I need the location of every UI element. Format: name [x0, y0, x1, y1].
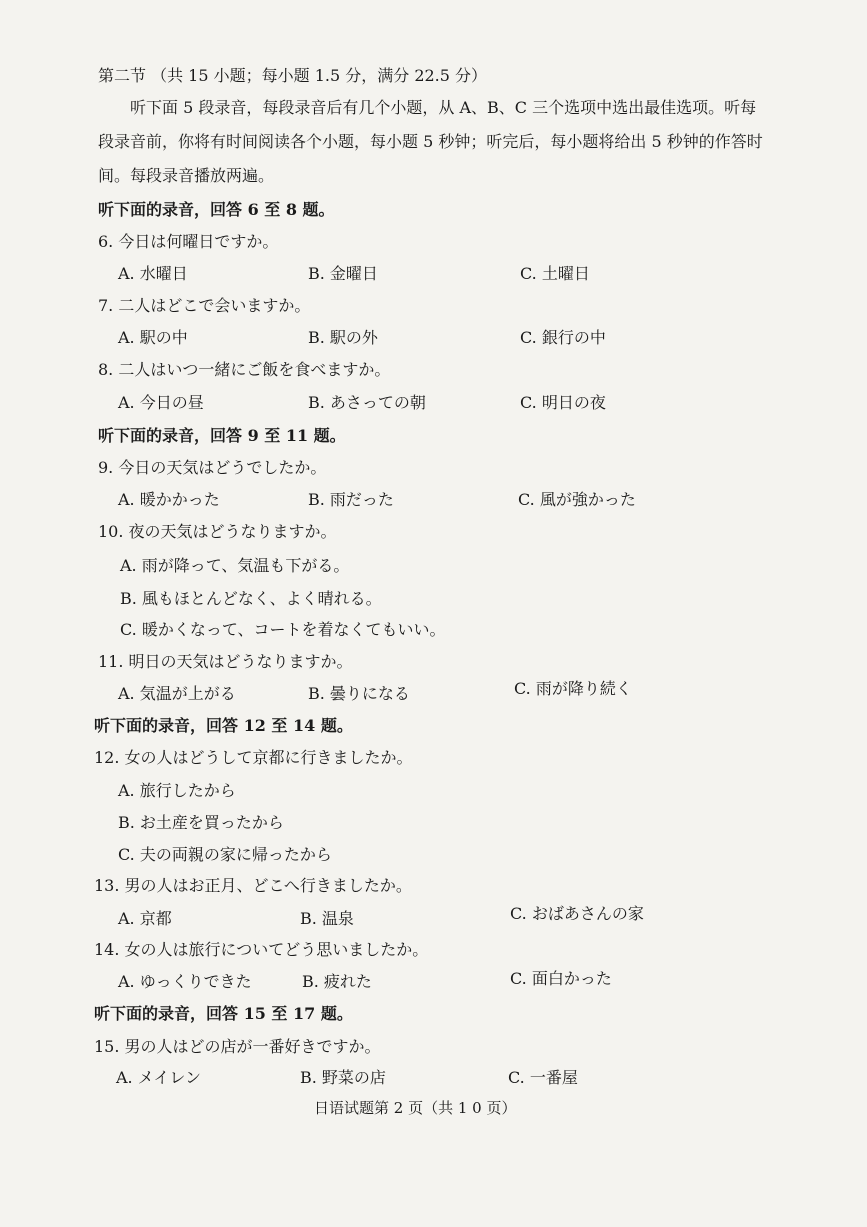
option-b: B. 野菜の店 [300, 1068, 386, 1087]
option-b: B. 疲れた [302, 972, 372, 991]
option-a: A. 京都 [118, 909, 172, 928]
option-c: C. 銀行の中 [520, 328, 606, 347]
option-b: B. あさっての朝 [308, 393, 426, 412]
option-c: C. おばあさんの家 [510, 904, 644, 923]
option-c: C. 土曜日 [520, 264, 590, 283]
option-c: C. 風が強かった [518, 490, 636, 509]
option-b: B. 金曜日 [308, 264, 378, 283]
group-prompt: 听下面的录音，回答 12 至 14 题。 [94, 716, 353, 735]
option-a: A. ゆっくりできた [118, 972, 252, 991]
group-prompt: 听下面的录音，回答 15 至 17 题。 [94, 1004, 353, 1023]
option-a: A. 暖かかった [118, 490, 220, 509]
instructions-line-3: 间。每段录音播放两遍。 [98, 166, 275, 185]
question-stem: 14. 女の人は旅行についてどう思いましたか。 [94, 940, 429, 959]
option-b: B. 駅の外 [308, 328, 378, 347]
option-b: B. 風もほとんどなく、よく晴れる。 [120, 589, 382, 608]
group-prompt: 听下面的录音，回答 9 至 11 题。 [98, 426, 346, 445]
option-b: B. お土産を買ったから [118, 813, 284, 832]
option-a: A. 水曜日 [118, 264, 188, 283]
question-stem: 10. 夜の天気はどうなりますか。 [98, 522, 337, 541]
option-c: C. 夫の両親の家に帰ったから [118, 845, 332, 864]
option-c: C. 雨が降り続く [514, 679, 632, 698]
option-c: C. 面白かった [510, 969, 612, 988]
section-title: 第二节 （共 15 小题；每小题 1.5 分，满分 22.5 分） [98, 66, 488, 85]
question-stem: 8. 二人はいつ一緒にご飯を食べますか。 [98, 360, 391, 379]
option-a: A. 雨が降って、気温も下がる。 [120, 556, 350, 575]
option-a: A. 気温が上がる [118, 684, 236, 703]
option-b: B. 温泉 [300, 909, 354, 928]
question-stem: 9. 今日の天気はどうでしたか。 [98, 458, 327, 477]
option-b: B. 曇りになる [308, 684, 410, 703]
question-stem: 6. 今日は何曜日ですか。 [98, 232, 279, 251]
question-stem: 13. 男の人はお正月、どこへ行きましたか。 [94, 876, 412, 895]
question-stem: 11. 明日の天気はどうなりますか。 [98, 652, 353, 671]
option-a: A. メイレン [116, 1068, 202, 1087]
option-a: A. 今日の昼 [118, 393, 204, 412]
question-stem: 15. 男の人はどの店が一番好きですか。 [94, 1037, 381, 1056]
option-c: C. 明日の夜 [520, 393, 606, 412]
instructions-line-1: 听下面 5 段录音，每段录音后有几个小题，从 A、B、C 三个选项中选出最佳选项。听每 [130, 98, 757, 117]
group-prompt: 听下面的录音，回答 6 至 8 题。 [98, 200, 335, 219]
question-stem: 7. 二人はどこで会いますか。 [98, 296, 311, 315]
option-a: A. 旅行したから [118, 781, 236, 800]
option-c: C. 一番屋 [508, 1068, 578, 1087]
option-c: C. 暖かくなって、コートを着なくてもいい。 [120, 620, 446, 639]
option-b: B. 雨だった [308, 490, 394, 509]
page-footer: 日语试题第 2 页（共 1 0 页） [314, 1099, 517, 1117]
instructions-line-2: 段录音前，你将有时间阅读各个小题，每小题 5 秒钟；听完后，每小题将给出 5 秒钟的作答时 [98, 132, 763, 151]
option-a: A. 駅の中 [118, 328, 188, 347]
question-stem: 12. 女の人はどうして京都に行きましたか。 [94, 748, 413, 767]
